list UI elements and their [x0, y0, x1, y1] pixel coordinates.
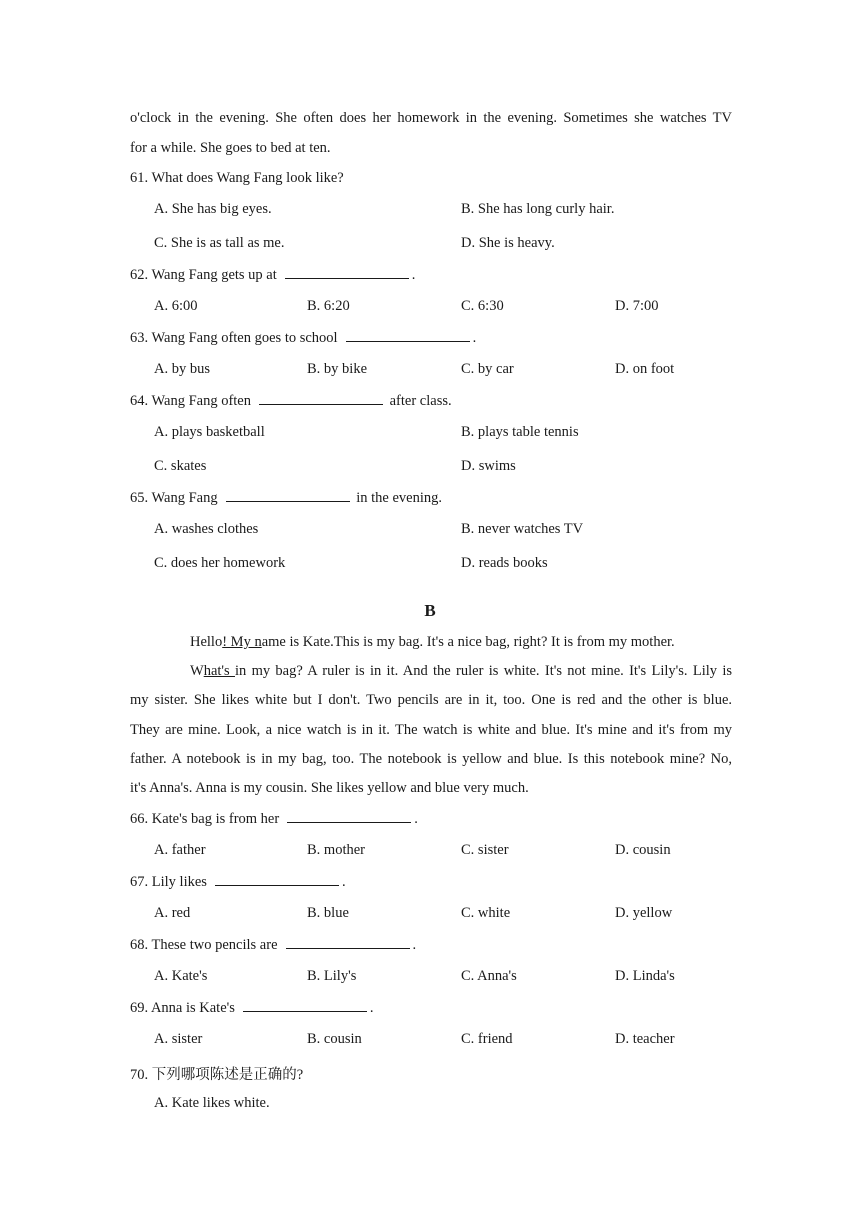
- q67-option-b: B. blue: [307, 905, 349, 921]
- q64-option-a: A. plays basketball: [154, 424, 265, 440]
- para1-text-underlined: ! My n: [222, 634, 262, 650]
- question-62-after: .: [411, 267, 416, 283]
- q62-option-b: B. 6:20: [307, 298, 350, 314]
- question-66-after: .: [414, 811, 418, 827]
- para1-text-pre: Hello: [190, 634, 223, 650]
- q61-option-b: B. She has long curly hair.: [461, 201, 615, 217]
- para2-text-pre: W: [190, 663, 204, 679]
- question-68-after: .: [412, 937, 417, 953]
- q69-option-b: B. cousin: [307, 1031, 362, 1047]
- question-63-after: .: [472, 330, 477, 346]
- q69-option-c: C. friend: [461, 1031, 513, 1047]
- q62-option-d: D. 7:00: [615, 298, 659, 314]
- question-67: [130, 873, 346, 891]
- passage-b-line: my sister. She likes white but I don't. Two pencils are in it, too. One is red and the other is blue.: [130, 692, 732, 708]
- para2-text-underlined: hat's: [203, 663, 235, 679]
- question-65-after: in the evening.: [356, 490, 442, 506]
- question-64-after: after class.: [389, 393, 452, 409]
- passage-b-line: father. A notebook is in my bag, too. The notebook is yellow and blue. Is this notebook mine? No,: [130, 751, 732, 767]
- q68-option-c: C. Anna's: [461, 968, 517, 984]
- question-66: [130, 810, 418, 828]
- q64-option-d: D. swims: [461, 458, 516, 474]
- q70-option-a: A. Kate likes white.: [154, 1095, 270, 1111]
- question-68: [130, 936, 416, 954]
- q63-option-d: D. on foot: [615, 361, 675, 377]
- q68-option-a: A. Kate's: [154, 968, 208, 984]
- para2-text-post: in my bag? A ruler is in it. And the ruler is white. It's not mine. It's Lily's. Lily is: [234, 663, 732, 679]
- q65-option-b: B. never watches TV: [461, 521, 584, 537]
- question-62-stem: 62. Wang Fang gets up at: [130, 267, 277, 283]
- q66-option-b: B. mother: [307, 842, 365, 858]
- q64-option-c: C. skates: [154, 458, 207, 474]
- question-67-after: .: [341, 874, 346, 890]
- question-70: 70. 下列哪项陈述是正确的?: [130, 1067, 304, 1083]
- q61-option-d: D. She is heavy.: [461, 235, 555, 251]
- question-64: [130, 392, 452, 410]
- question-63-stem: 63. Wang Fang often goes to school: [130, 330, 338, 346]
- question-67-stem: 67. Lily likes: [130, 874, 207, 890]
- q66-option-a: A. father: [154, 842, 206, 858]
- passage-a-line-1: o'clock in the evening. She often does her homework in the evening. Sometimes she watches TV: [130, 110, 732, 126]
- q69-option-d: D. teacher: [615, 1031, 675, 1047]
- question-63: [130, 329, 476, 347]
- passage-b-line: it's Anna's. Anna is my cousin. She likes yellow and blue very much.: [130, 780, 529, 796]
- q64-option-b: B. plays table tennis: [461, 424, 579, 440]
- answer-blank: [285, 266, 409, 279]
- passage-b-para-1: [190, 634, 732, 651]
- q68-option-d: D. Linda's: [615, 968, 675, 984]
- q67-option-a: A. red: [154, 905, 191, 921]
- q65-option-c: C. does her homework: [154, 555, 286, 571]
- q66-option-d: D. cousin: [615, 842, 671, 858]
- section-b-heading: B: [424, 601, 436, 620]
- question-69: [130, 999, 374, 1017]
- question-66-stem: 66. Kate's bag is from her: [130, 811, 280, 827]
- question-68-stem: 68. These two pencils are: [130, 937, 278, 953]
- q62-option-a: A. 6:00: [154, 298, 198, 314]
- answer-blank: [243, 999, 367, 1012]
- para1-text-post: ame is Kate.This is my bag. It's a nice bag, right? It is from my mother.: [261, 634, 675, 650]
- question-69-stem: 69. Anna is Kate's: [130, 1000, 235, 1016]
- answer-blank: [226, 489, 350, 502]
- q65-option-d: D. reads books: [461, 555, 548, 571]
- q66-option-c: C. sister: [461, 842, 509, 858]
- passage-b-line: They are mine. Look, a nice watch is in it. The watch is white and blue. It's mine and it's from my: [130, 722, 732, 738]
- q69-option-a: A. sister: [154, 1031, 203, 1047]
- q63-option-b: B. by bike: [307, 361, 368, 377]
- q61-option-a: A. She has big eyes.: [154, 201, 272, 217]
- passage-b-para-2-first: [190, 663, 732, 680]
- q63-option-a: A. by bus: [154, 361, 210, 377]
- q65-option-a: A. washes clothes: [154, 521, 259, 537]
- answer-blank: [346, 329, 470, 342]
- answer-blank: [215, 873, 339, 886]
- answer-blank: [286, 936, 410, 949]
- question-65: [130, 489, 442, 507]
- q61-option-c: C. She is as tall as me.: [154, 235, 285, 251]
- question-65-stem: 65. Wang Fang: [130, 490, 218, 506]
- answer-blank: [287, 810, 411, 823]
- q62-option-c: C. 6:30: [461, 298, 504, 314]
- q67-option-c: C. white: [461, 905, 511, 921]
- q63-option-c: C. by car: [461, 361, 514, 377]
- q68-option-b: B. Lily's: [307, 968, 357, 984]
- answer-blank: [259, 392, 383, 405]
- question-64-stem: 64. Wang Fang often: [130, 393, 251, 409]
- question-61: 61. What does Wang Fang look like?: [130, 170, 344, 186]
- question-69-after: .: [369, 1000, 374, 1016]
- question-62: [130, 266, 415, 284]
- q67-option-d: D. yellow: [615, 905, 673, 921]
- passage-a-line-2: for a while. She goes to bed at ten.: [130, 140, 331, 156]
